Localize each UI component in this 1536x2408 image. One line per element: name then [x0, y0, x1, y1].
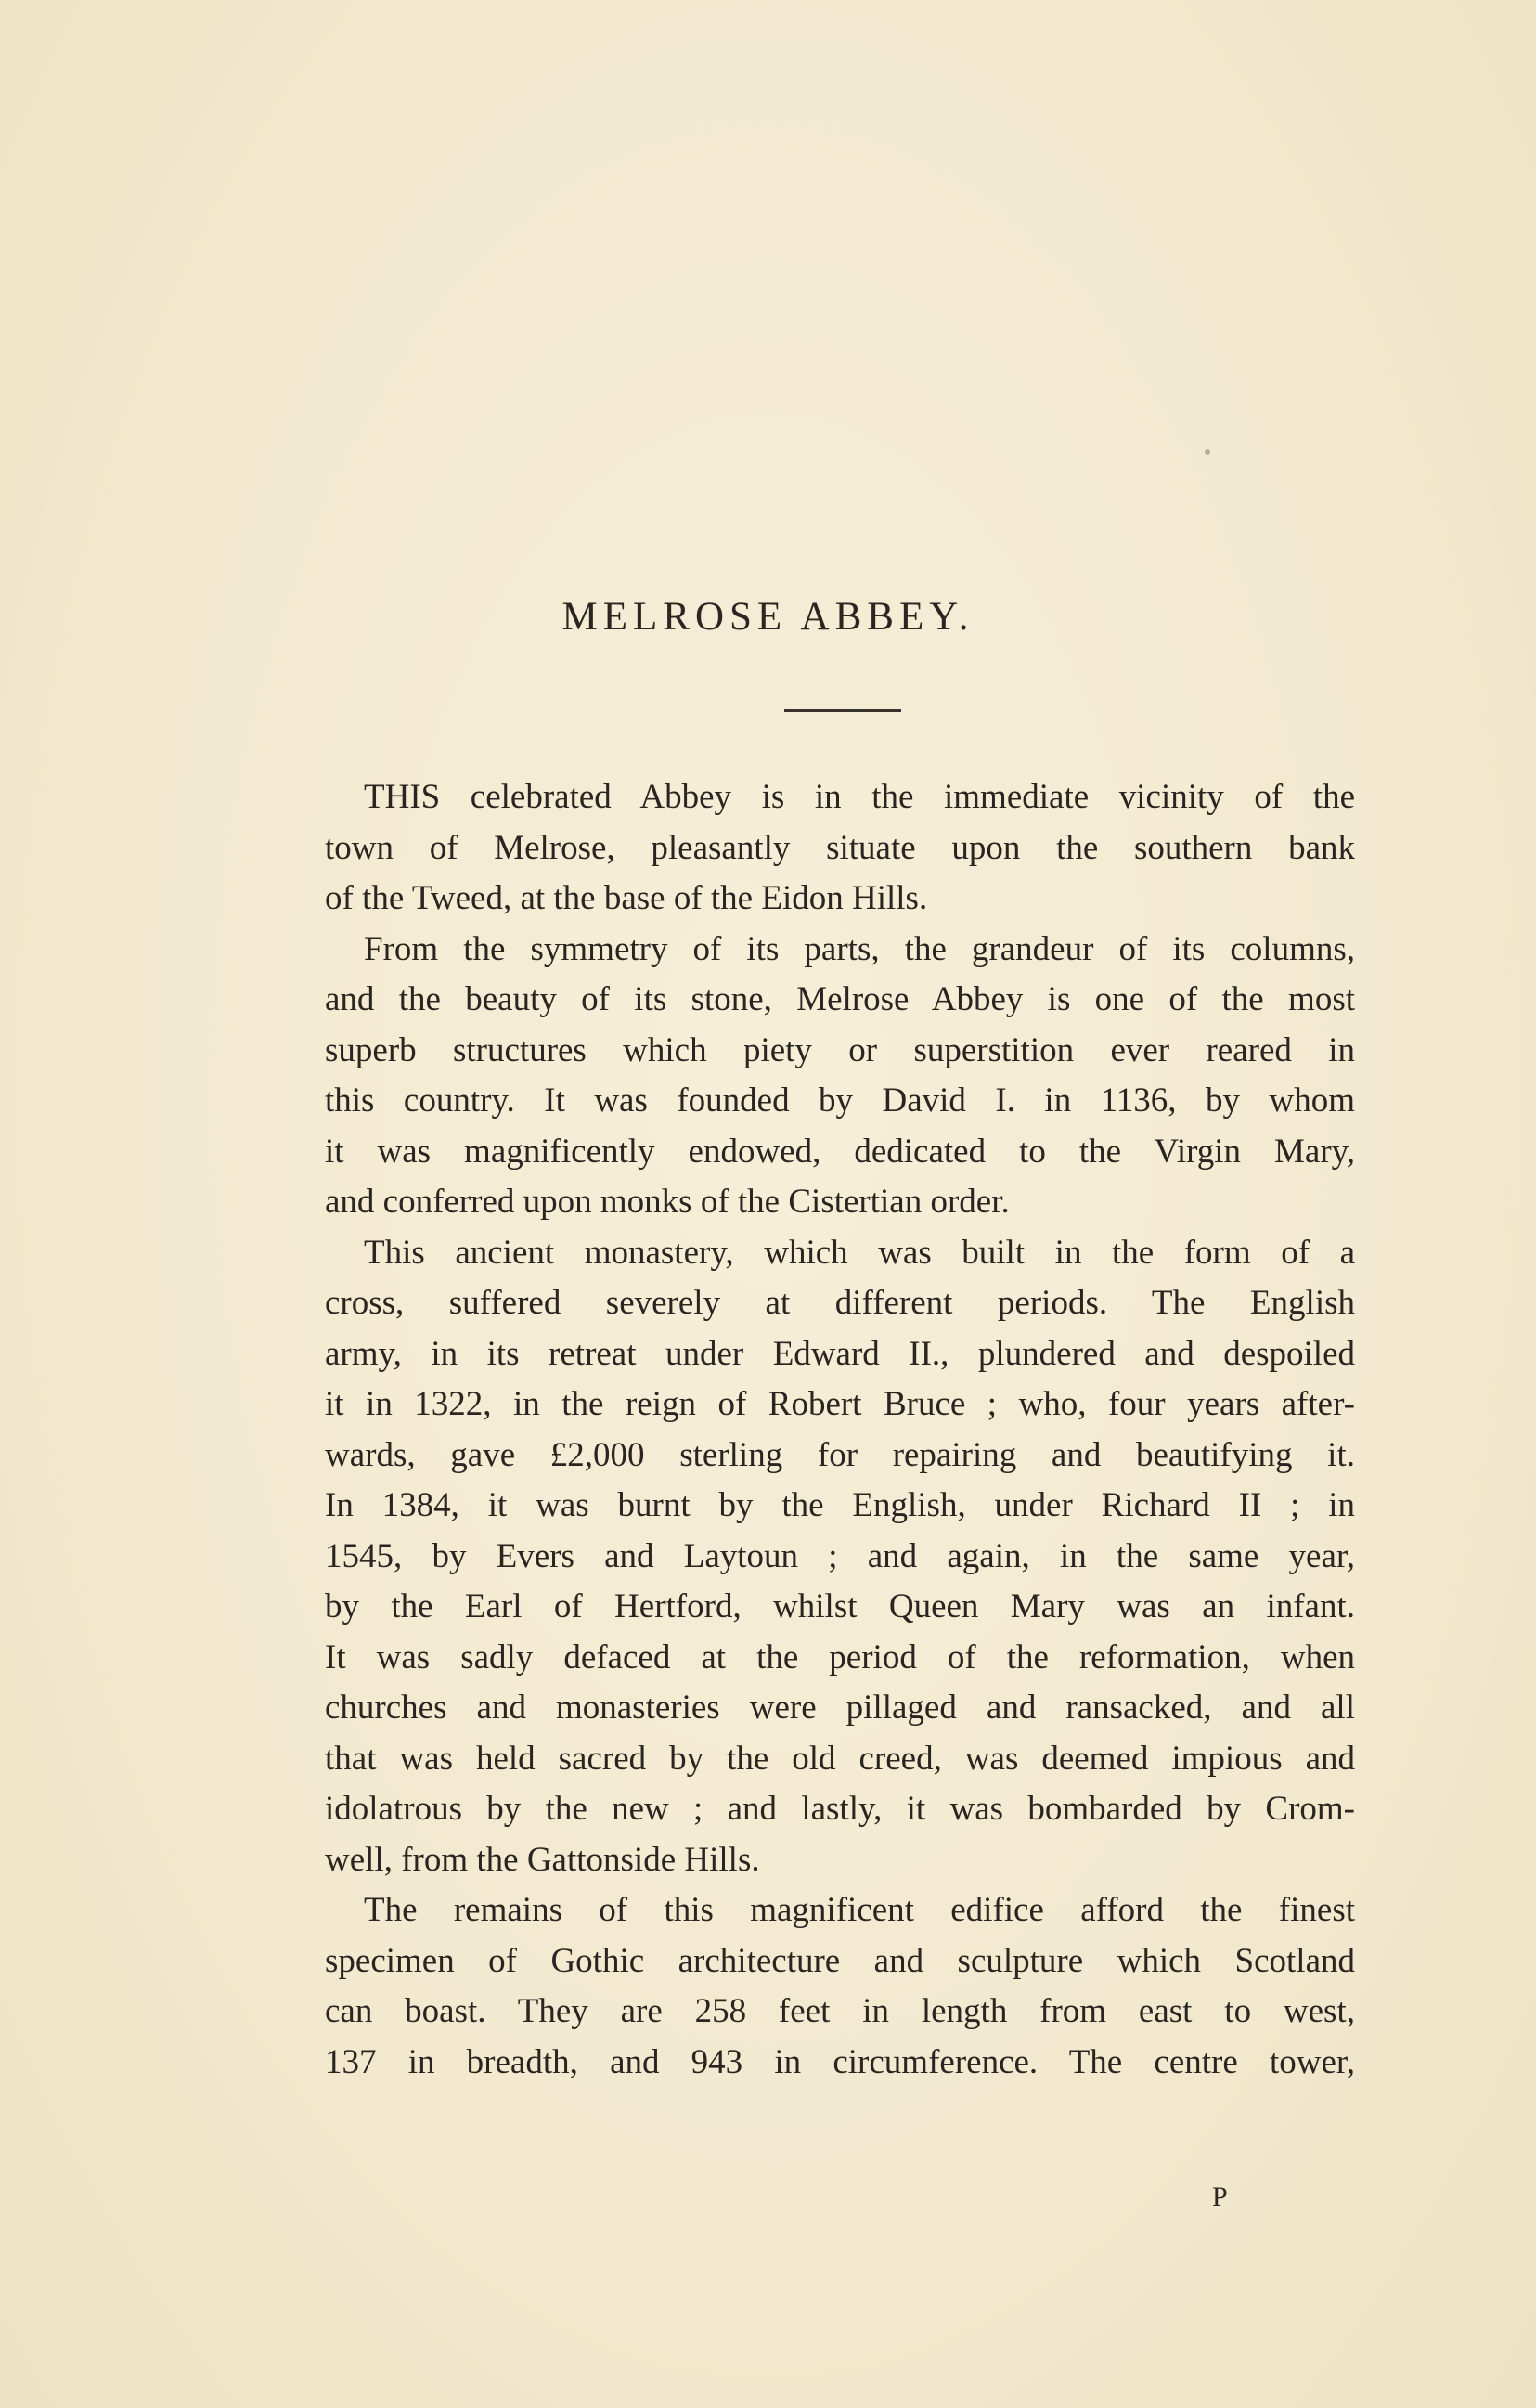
text-line: 137 in breadth, and 943 in circumference. The centre tower, [325, 2042, 1355, 2081]
text-line: cross, suffered severely at different periods. The English [325, 1284, 1355, 1322]
text-line: and conferred upon monks of the Cistertian order. [325, 1183, 1010, 1221]
text-line: churches and monasteries were pillaged and ransacked, and all [325, 1689, 1355, 1727]
text-line: It was sadly defaced at the period of the reformation, when [325, 1638, 1355, 1677]
text-line: this country. It was founded by David I. in 1136, by whom [325, 1081, 1355, 1120]
text-line: of the Tweed, at the base of the Eidon Hills. [325, 879, 928, 917]
body-text [325, 772, 1355, 2088]
text-line: 1545, by Evers and Laytoun ; and again, in the same year, [325, 1536, 1355, 1575]
text-line: THIS celebrated Abbey is in the immediate vicinity of the [364, 778, 1355, 816]
text-line: it was magnificently endowed, dedicated to the Virgin Mary, [325, 1132, 1355, 1171]
text-line: and the beauty of its stone, Melrose Abbey is one of the most [325, 980, 1355, 1018]
text-line: can boast. They are 258 feet in length from east to west, [325, 1992, 1355, 2030]
paragraph-2 [325, 925, 1355, 1228]
text-line: The remains of this magnificent edifice afford the finest [364, 1891, 1355, 1929]
text-line: superb structures which piety or superstition ever reared in [325, 1030, 1355, 1069]
text-line: idolatrous by the new ; and lastly, it was bombarded by Crom- [325, 1790, 1355, 1828]
signature-mark: P [1212, 2181, 1228, 2212]
text-line: specimen of Gothic architecture and sculpture which Scotland [325, 1941, 1355, 1980]
text-line: From the symmetry of its parts, the grandeur of its columns, [364, 929, 1355, 968]
text-line: This ancient monastery, which was built in the form of a [364, 1233, 1355, 1272]
paper-speck [1205, 449, 1210, 455]
text-line: wards, gave £2,000 sterling for repairing and beautifying it. [325, 1435, 1355, 1474]
paragraph-1 [325, 772, 1355, 925]
paragraph-3 [325, 1228, 1355, 1886]
text-line: In 1384, it was burnt by the English, under Richard II ; in [325, 1486, 1355, 1524]
text-line: it in 1322, in the reign of Robert Bruce ; who, four years after- [325, 1385, 1355, 1423]
title-rule [784, 709, 901, 712]
paragraph-4 [325, 1885, 1355, 2088]
text-line: by the Earl of Hertford, whilst Queen Mary was an infant. [325, 1587, 1355, 1625]
text-line: well, from the Gattonside Hills. [325, 1840, 760, 1879]
text-line: that was held sacred by the old creed, was deemed impious and [325, 1739, 1355, 1778]
text-line: town of Melrose, pleasantly situate upon the southern bank [325, 828, 1355, 867]
page-title: MELROSE ABBEY. [561, 595, 975, 639]
text-line: army, in its retreat under Edward II., plundered and despoiled [325, 1334, 1355, 1373]
